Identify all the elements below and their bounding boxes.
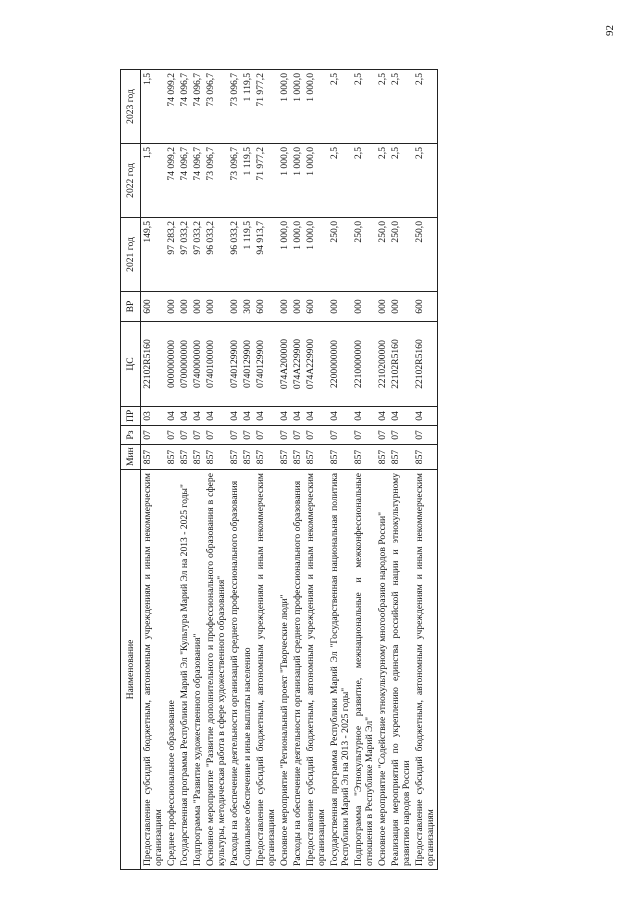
table-row xyxy=(376,70,389,870)
cell-cs: 0740129900 xyxy=(228,322,241,407)
cell-min: 857 xyxy=(141,445,166,470)
cell-vr: 000 xyxy=(291,292,304,322)
cell-rz: 07 xyxy=(278,426,291,445)
cell-cs: 0740129900 xyxy=(254,322,278,407)
cell-2023: 73 096,7 xyxy=(228,70,241,144)
cell-2023: 2,5 xyxy=(352,70,376,144)
cell-2021: 149,5 xyxy=(141,218,166,292)
cell-pr: 04 xyxy=(352,407,376,426)
cell-2022: 2,5 xyxy=(376,144,389,218)
table-row xyxy=(178,70,191,870)
cell-pr: 04 xyxy=(389,407,413,426)
cell-2022: 2,5 xyxy=(413,144,438,218)
cell-2021: 96 033,2 xyxy=(204,218,228,292)
cell-rz: 07 xyxy=(413,426,438,445)
cell-name: Государственная программа Республики Марий Эл "Культура Марий Эл на 2013 - 2025 годы" xyxy=(178,470,191,870)
cell-2023: 1 000,0 xyxy=(291,70,304,144)
cell-name: Социальное обеспечение и иные выплаты населению xyxy=(241,470,254,870)
cell-2022: 71 977,2 xyxy=(254,144,278,218)
cell-vr: 000 xyxy=(228,292,241,322)
cell-pr: 04 xyxy=(165,407,178,426)
cell-2023: 1,5 xyxy=(141,70,166,144)
cell-min: 857 xyxy=(291,445,304,470)
cell-vr: 600 xyxy=(141,292,166,322)
cell-2023: 1 000,0 xyxy=(304,70,328,144)
cell-2021: 97 283,2 xyxy=(165,218,178,292)
cell-cs: 22102R5160 xyxy=(141,322,166,407)
table-row xyxy=(328,70,352,870)
table-row xyxy=(241,70,254,870)
cell-2022: 2,5 xyxy=(352,144,376,218)
cell-pr: 04 xyxy=(204,407,228,426)
cell-2021: 94 913,7 xyxy=(254,218,278,292)
cell-pr: 04 xyxy=(413,407,438,426)
cell-cs: 0700000000 xyxy=(178,322,191,407)
table-row xyxy=(165,70,178,870)
cell-2021: 1 000,0 xyxy=(291,218,304,292)
cell-cs: 2200000000 xyxy=(328,322,352,407)
cell-2023: 2,5 xyxy=(389,70,413,144)
cell-rz: 07 xyxy=(304,426,328,445)
cell-name: Основное мероприятие "Развитие дополнительного и профессионального образования в сфере культуры, методическая работа в сфере художественного образования" xyxy=(204,470,228,870)
cell-name: Подпрограмма "Развитие художественного образования" xyxy=(191,470,204,870)
cell-cs: 074A229900 xyxy=(304,322,328,407)
table-row xyxy=(228,70,241,870)
cell-cs: 074A229900 xyxy=(291,322,304,407)
cell-2021: 96 033,2 xyxy=(228,218,241,292)
table-row xyxy=(291,70,304,870)
cell-pr: 04 xyxy=(376,407,389,426)
cell-2023: 2,5 xyxy=(328,70,352,144)
cell-pr: 04 xyxy=(291,407,304,426)
cell-2022: 73 096,7 xyxy=(204,144,228,218)
table-header-row xyxy=(121,70,141,870)
cell-2023: 73 096,7 xyxy=(204,70,228,144)
cell-rz: 07 xyxy=(352,426,376,445)
cell-rz: 07 xyxy=(141,426,166,445)
cell-2022: 2,5 xyxy=(328,144,352,218)
cell-2021: 250,0 xyxy=(328,218,352,292)
cell-2022: 2,5 xyxy=(389,144,413,218)
cell-name: Предоставление субсидий бюджетным, автономным учреждениям и иным некоммерческим организациям xyxy=(254,470,278,870)
cell-rz: 07 xyxy=(389,426,413,445)
cell-2023: 2,5 xyxy=(413,70,438,144)
header-2022: 2022 год xyxy=(121,144,141,218)
cell-min: 857 xyxy=(413,445,438,470)
cell-rz: 07 xyxy=(165,426,178,445)
budget-table-rotated xyxy=(120,70,560,870)
table-row xyxy=(413,70,438,870)
table-row xyxy=(141,70,166,870)
cell-min: 857 xyxy=(204,445,228,470)
header-rz: Рз xyxy=(121,426,141,445)
cell-pr: 04 xyxy=(328,407,352,426)
cell-min: 857 xyxy=(376,445,389,470)
cell-cs: 0740100000 xyxy=(204,322,228,407)
cell-pr: 04 xyxy=(228,407,241,426)
cell-min: 857 xyxy=(328,445,352,470)
table-row xyxy=(389,70,413,870)
cell-cs: 22102R5160 xyxy=(413,322,438,407)
cell-2022: 74 096,7 xyxy=(178,144,191,218)
cell-2021: 250,0 xyxy=(389,218,413,292)
cell-2021: 97 033,2 xyxy=(178,218,191,292)
cell-2023: 74 096,7 xyxy=(191,70,204,144)
cell-2021: 1 000,0 xyxy=(278,218,291,292)
cell-vr: 000 xyxy=(389,292,413,322)
cell-2023: 2,5 xyxy=(376,70,389,144)
cell-2022: 1,5 xyxy=(141,144,166,218)
cell-cs: 2210200000 xyxy=(376,322,389,407)
table-row xyxy=(304,70,328,870)
cell-2023: 74 099,2 xyxy=(165,70,178,144)
cell-name: Государственная программа Республики Марий Эл "Государственная национальная политика Республики Марий Эл на 2013 - 2025 годы" xyxy=(328,470,352,870)
header-vr: ВР xyxy=(121,292,141,322)
header-min: Мин xyxy=(121,445,141,470)
cell-rz: 07 xyxy=(291,426,304,445)
cell-cs: 22102R5160 xyxy=(389,322,413,407)
cell-min: 857 xyxy=(389,445,413,470)
cell-name: Подпрограмма "Этнокультурное развитие, межнациональные и межконфессиональные отношения в Республике Марий Эл" xyxy=(352,470,376,870)
cell-2022: 1 000,0 xyxy=(304,144,328,218)
table-row xyxy=(191,70,204,870)
cell-2021: 250,0 xyxy=(352,218,376,292)
budget-table xyxy=(120,69,438,870)
cell-2023: 74 096,7 xyxy=(178,70,191,144)
cell-vr: 000 xyxy=(278,292,291,322)
cell-2022: 1 119,5 xyxy=(241,144,254,218)
cell-name: Реализация мероприятий по укреплению единства российской нации и этнокультурному развитию народов России xyxy=(389,470,413,870)
cell-cs: 074A200000 xyxy=(278,322,291,407)
cell-vr: 000 xyxy=(165,292,178,322)
cell-pr: 04 xyxy=(254,407,278,426)
cell-cs: 0740129900 xyxy=(241,322,254,407)
header-name: Наименование xyxy=(121,470,141,870)
cell-2023: 1 000,0 xyxy=(278,70,291,144)
cell-vr: 600 xyxy=(254,292,278,322)
cell-2023: 1 119,5 xyxy=(241,70,254,144)
cell-cs: 0000000000 xyxy=(165,322,178,407)
cell-pr: 04 xyxy=(178,407,191,426)
table-row xyxy=(254,70,278,870)
cell-name: Предоставление субсидий бюджетным, автономным учреждениям и иным некоммерческим организациям xyxy=(304,470,328,870)
cell-cs: 0740000000 xyxy=(191,322,204,407)
cell-rz: 07 xyxy=(328,426,352,445)
cell-pr: 04 xyxy=(191,407,204,426)
cell-min: 857 xyxy=(191,445,204,470)
cell-vr: 300 xyxy=(241,292,254,322)
cell-rz: 07 xyxy=(241,426,254,445)
table-row xyxy=(278,70,291,870)
cell-2022: 1 000,0 xyxy=(278,144,291,218)
header-2021: 2021 год xyxy=(121,218,141,292)
cell-name: Предоставление субсидий бюджетным, автономным учреждениям и иным некоммерческим организациям xyxy=(141,470,166,870)
header-pr: ПР xyxy=(121,407,141,426)
cell-vr: 000 xyxy=(204,292,228,322)
cell-rz: 07 xyxy=(228,426,241,445)
cell-rz: 07 xyxy=(191,426,204,445)
cell-pr: 04 xyxy=(241,407,254,426)
cell-vr: 000 xyxy=(352,292,376,322)
cell-2021: 1 119,5 xyxy=(241,218,254,292)
cell-2021: 250,0 xyxy=(413,218,438,292)
cell-rz: 07 xyxy=(204,426,228,445)
cell-name: Основное мероприятие "Региональный проект "Творческие люди" xyxy=(278,470,291,870)
cell-rz: 07 xyxy=(178,426,191,445)
cell-2022: 73 096,7 xyxy=(228,144,241,218)
table-row xyxy=(352,70,376,870)
header-2023: 2023 год xyxy=(121,70,141,144)
cell-2022: 74 096,7 xyxy=(191,144,204,218)
cell-name: Среднее профессиональное образование xyxy=(165,470,178,870)
cell-2022: 1 000,0 xyxy=(291,144,304,218)
cell-2021: 250,0 xyxy=(376,218,389,292)
cell-vr: 600 xyxy=(304,292,328,322)
cell-pr: 04 xyxy=(304,407,328,426)
cell-name: Расходы на обеспечение деятельности организаций среднего профессионального образования xyxy=(291,470,304,870)
cell-min: 857 xyxy=(352,445,376,470)
cell-min: 857 xyxy=(304,445,328,470)
cell-cs: 2210000000 xyxy=(352,322,376,407)
cell-2021: 1 000,0 xyxy=(304,218,328,292)
cell-2021: 97 033,2 xyxy=(191,218,204,292)
cell-name: Расходы на обеспечение деятельности организаций среднего профессионального образования xyxy=(228,470,241,870)
cell-name: Основное мероприятие "Содействие этнокультурному многообразию народов России" xyxy=(376,470,389,870)
cell-rz: 07 xyxy=(254,426,278,445)
cell-vr: 600 xyxy=(413,292,438,322)
cell-2022: 74 099,2 xyxy=(165,144,178,218)
cell-vr: 000 xyxy=(191,292,204,322)
cell-min: 857 xyxy=(278,445,291,470)
cell-min: 857 xyxy=(241,445,254,470)
page-number: 92 xyxy=(604,25,616,36)
cell-min: 857 xyxy=(228,445,241,470)
cell-vr: 000 xyxy=(178,292,191,322)
header-cs: ЦС xyxy=(121,322,141,407)
cell-min: 857 xyxy=(254,445,278,470)
cell-rz: 07 xyxy=(376,426,389,445)
cell-pr: 03 xyxy=(141,407,166,426)
cell-min: 857 xyxy=(165,445,178,470)
cell-min: 857 xyxy=(178,445,191,470)
table-row xyxy=(204,70,228,870)
cell-vr: 000 xyxy=(328,292,352,322)
cell-pr: 04 xyxy=(278,407,291,426)
cell-vr: 000 xyxy=(376,292,389,322)
cell-2023: 71 977,2 xyxy=(254,70,278,144)
cell-name: Предоставление субсидий бюджетным, автономным учреждениям и иным некоммерческим организациям xyxy=(413,470,438,870)
